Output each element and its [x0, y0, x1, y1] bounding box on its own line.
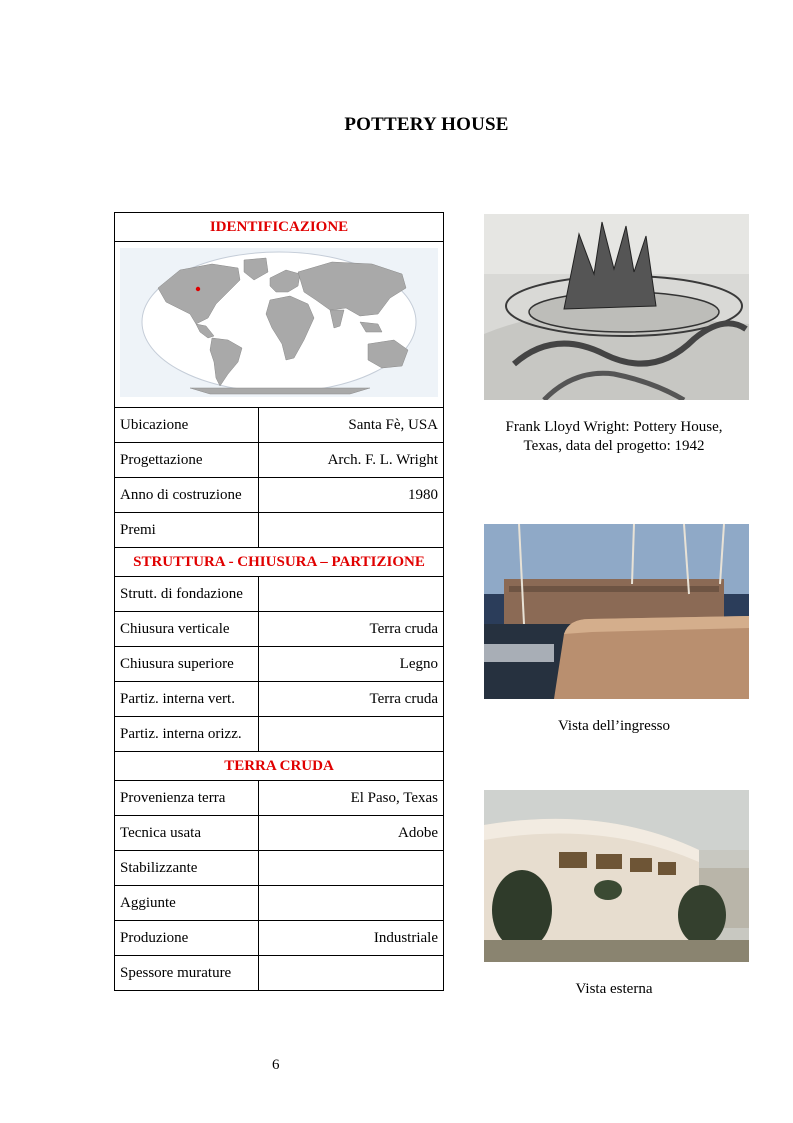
sketch-image	[484, 214, 749, 400]
row-value: 1980	[259, 478, 444, 513]
earth-header: TERRA CRUDA	[115, 752, 444, 781]
table-row	[115, 816, 444, 851]
caption-exterior: Vista esterna	[575, 981, 653, 997]
table-row	[115, 956, 444, 991]
table-row	[115, 682, 444, 717]
row-value	[259, 886, 444, 921]
row-label: Produzione	[115, 921, 259, 956]
table-row	[115, 513, 444, 548]
row-label: Anno di costruzione	[115, 478, 259, 513]
row-label: Partiz. interna orizz.	[115, 717, 259, 752]
caption-entrance: Vista dell’ingresso	[558, 718, 670, 734]
row-value: Santa Fè, USA	[259, 408, 444, 443]
row-label: Premi	[115, 513, 259, 548]
row-label: Progettazione	[115, 443, 259, 478]
row-label: Provenienza terra	[115, 781, 259, 816]
caption-line: Texas, data del progetto: 1942	[523, 438, 705, 454]
row-value	[259, 851, 444, 886]
row-value	[259, 956, 444, 991]
row-label: Chiusura superiore	[115, 647, 259, 682]
table-row	[115, 851, 444, 886]
map-cell	[115, 242, 444, 408]
table-row	[115, 647, 444, 682]
row-value: Industriale	[259, 921, 444, 956]
identification-header: IDENTIFICAZIONE	[115, 213, 444, 242]
table-row	[115, 612, 444, 647]
structure-header: STRUTTURA - CHIUSURA – PARTIZIONE	[115, 548, 444, 577]
table-row	[115, 921, 444, 956]
row-label: Partiz. interna vert.	[115, 682, 259, 717]
identification-table	[114, 212, 444, 991]
caption-sketch	[484, 418, 744, 456]
row-value: Terra cruda	[259, 682, 444, 717]
row-label: Chiusura verticale	[115, 612, 259, 647]
exterior-photo	[484, 790, 749, 962]
entrance-photo	[484, 524, 749, 699]
caption-line: Frank Lloyd Wright: Pottery House,	[505, 419, 723, 435]
table-row	[115, 717, 444, 752]
row-label: Tecnica usata	[115, 816, 259, 851]
row-label: Strutt. di fondazione	[115, 577, 259, 612]
row-value: Adobe	[259, 816, 444, 851]
row-value: El Paso, Texas	[259, 781, 444, 816]
row-value: Arch. F. L. Wright	[259, 443, 444, 478]
page-title: POTTERY HOUSE	[344, 114, 509, 135]
world-map	[120, 248, 438, 397]
table-row	[115, 443, 444, 478]
row-value	[259, 513, 444, 548]
row-value: Legno	[259, 647, 444, 682]
table-row	[115, 478, 444, 513]
page-number: 6	[272, 1057, 280, 1073]
row-value: Terra cruda	[259, 612, 444, 647]
table-row	[115, 577, 444, 612]
row-value	[259, 577, 444, 612]
row-value	[259, 717, 444, 752]
table-row	[115, 781, 444, 816]
row-label: Stabilizzante	[115, 851, 259, 886]
table-row	[115, 408, 444, 443]
location-marker	[196, 286, 200, 290]
row-label: Spessore murature	[115, 956, 259, 991]
row-label: Ubicazione	[115, 408, 259, 443]
row-label: Aggiunte	[115, 886, 259, 921]
table-row	[115, 886, 444, 921]
